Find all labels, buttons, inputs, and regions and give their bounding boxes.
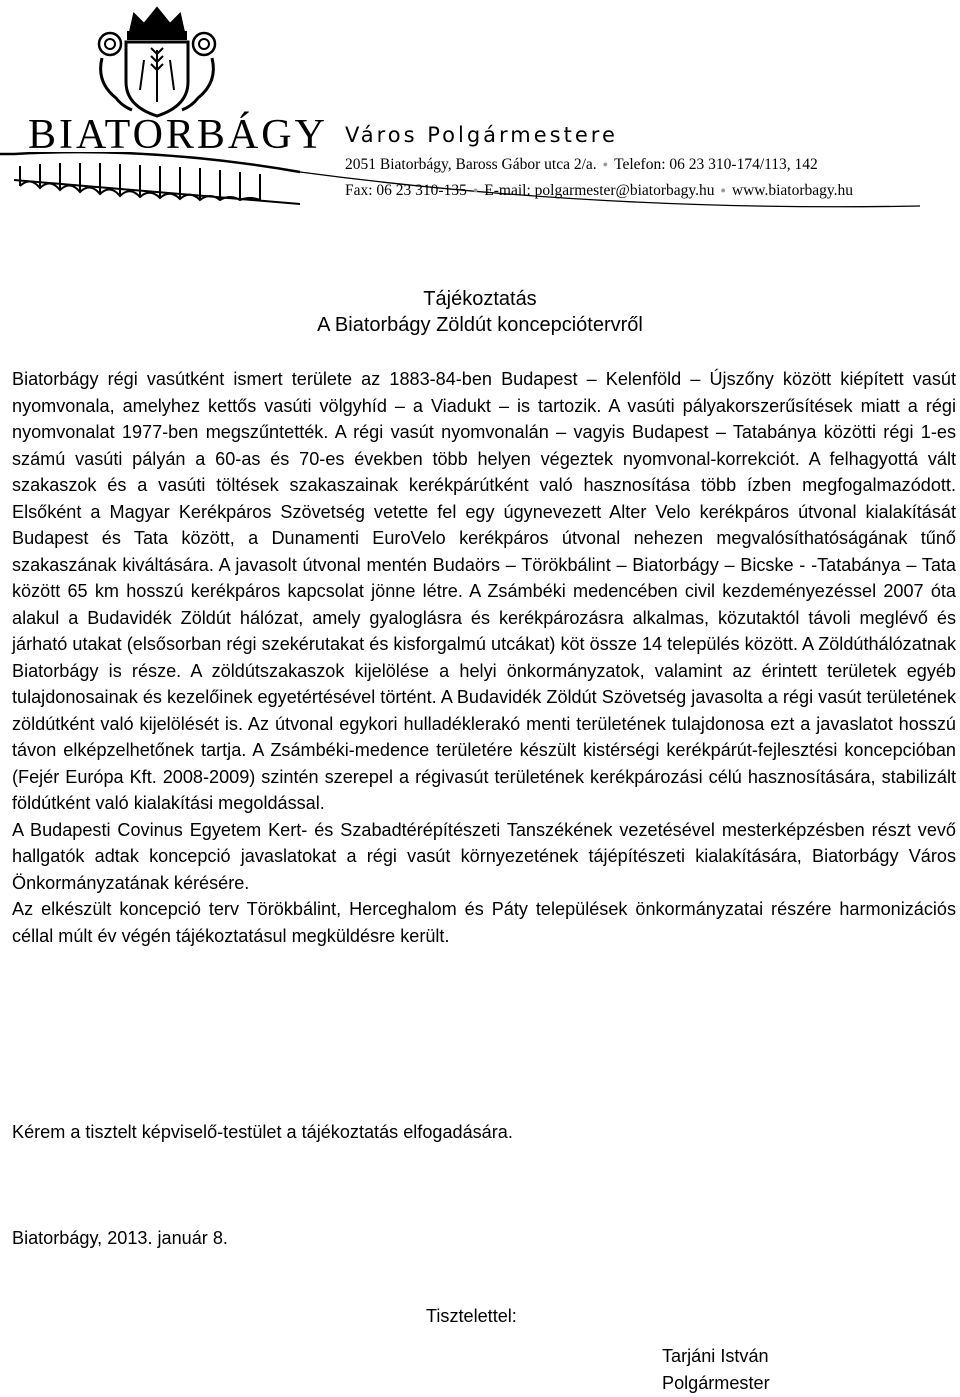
regards-text: Tisztelettel:	[426, 1306, 517, 1326]
place-date: Biatorbágy, 2013. január 8.	[12, 1228, 228, 1248]
bullet-separator-icon: ●	[472, 185, 479, 195]
phone-text: Telefon: 06 23 310-174/113, 142	[614, 156, 818, 173]
contact-line-1	[345, 157, 818, 173]
brand-logotype: BIATORBÁGY	[28, 112, 328, 158]
body-paragraph: A Budapesti Covinus Egyetem Kert- és Szabadtérépítészeti Tanszékének vezetésével mesterképzésben részt vevő hallgatók adtak koncepció javaslatokat a régi vasút környezetének tájépítészeti kialakítására, Biatorbágy Város Önkormányzatának kérésére.	[12, 819, 956, 893]
town-coat-of-arms-icon	[92, 2, 222, 120]
address-text: 2051 Biatorbágy, Baross Gábor utca 2/a.	[345, 156, 597, 173]
bullet-separator-icon: ●	[720, 185, 726, 195]
document-subtitle: A Biatorbágy Zöldút koncepciótervről	[317, 314, 643, 336]
signer-title: Polgármester	[662, 1373, 770, 1393]
document-body	[12, 366, 956, 949]
contact-line-2	[345, 183, 853, 199]
request-text: Kérem a tisztelt képviselő-testület a tájékoztatás elfogadására.	[12, 1122, 513, 1142]
fax-text: Fax: 06 23 310-135	[345, 182, 467, 199]
signer-name: Tarjáni István	[662, 1346, 769, 1366]
document-title: Tájékoztatás	[423, 288, 537, 310]
letterhead	[0, 0, 960, 215]
email-text: E-mail: polgarmester@biatorbagy.hu	[484, 182, 715, 199]
website-text: www.biatorbagy.hu	[731, 182, 854, 199]
body-paragraph: Biatorbágy régi vasútként ismert területe az 1883-84-ben Budapest – Kelenföld – Újszőny között kiépített vasút nyomvonala, amelyhez kettős vasúti völgyhíd – a Viadukt – is tartozik. A vasúti pályakorszerűsítések miatt a régi nyomvonalat 1977-ben megszűntették. A régi vasút nyomvonalán – vagyis Budapest – Tatabánya közötti régi 1-es számú vasúti pályán a 60-as és 70-es években több helyen végeztek nyomvonal-korrekciót. A felhagyottá vált szakaszok és a vasúti töltések szakaszainak kerékpárútként való hasznosítása több ízben megfogalmazódott. Elsőként a Magyar Kerékpáros Szövetség vetette fel egy úgynevezett Alter Velo kerékpáros útvonal kialakítását Budapest és Tata között, a Dunamenti EuroVelo kerékpáros útvonal nehezen megvalósíthatóságának tűnő szakaszának kiváltására. A javasolt útvonal mentén Budaörs – Törökbálint – Biatorbágy – Bicske - -Tatabánya – Tata között 65 km hosszú kerékpáros kapcsolat jönne létre. A Zsámbéki medencében civil kezdeményezéssel 2007 óta alakul a Budavidék Zöldút hálózat, amely gyaloglásra és kerékpározásra alkalmas, közutaktól távoli meglévő és járható utakat (elsősorban régi szekérutakat és kisforgalmú utcákat) köt össze 14 település között. A Zöldúthálózatnak Biatorbágy is része. A zöldútszakaszok kijelölése a helyi önkormányzatok, valamint az érintett területek egyéb tulajdonosainak és kezelőinek egyetértésével történt. A Budavidék Zöldút Szövetség javasolta a régi vasút területének zöldútként való kijelölését is. Az útvonal egykori hulladéklerakó menti területének tulajdonosa ezt a javaslatot hosszú távon elképzelhetőnek tartja. A Zsámbéki-medence területére készült kistérségi kerékpárút-fejlesztési koncepcióban (Fejér Európa Kft. 2008-2009) szintén szerepel a régivasút területének kerékpározási célú hasznosítására, stabilizált földútként való kialakítási megoldással.	[12, 369, 956, 813]
office-title: Város Polgármestere	[345, 123, 618, 147]
body-paragraph: Az elkészült koncepció terv Törökbálint, Herceghalom és Páty települések önkormányzatai részére harmonizációs céllal múlt év végén tájékoztatásul megküldésre került.	[12, 899, 956, 946]
bullet-separator-icon: ●	[602, 159, 609, 169]
